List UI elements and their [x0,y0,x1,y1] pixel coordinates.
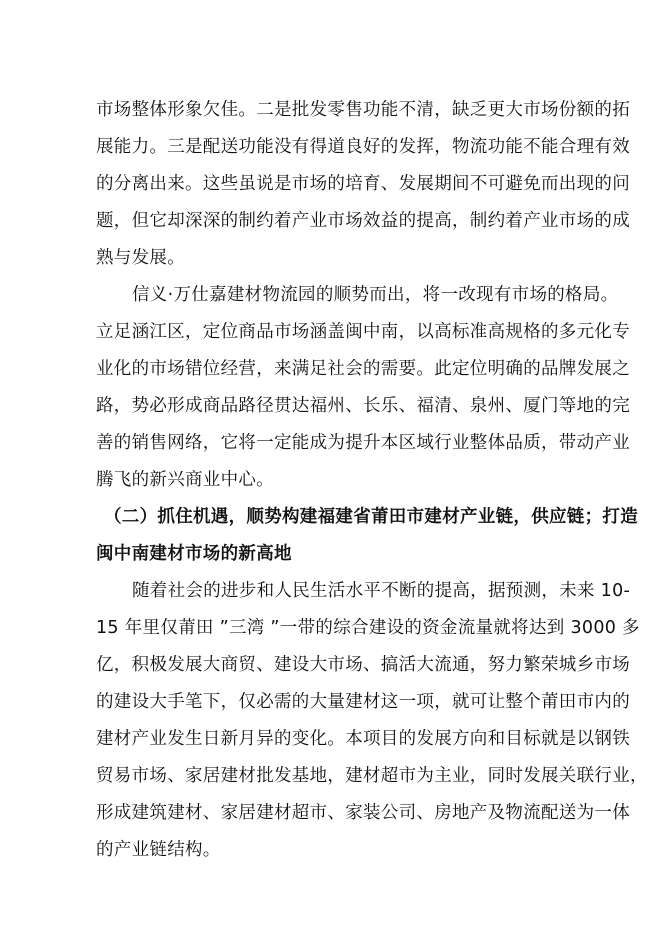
paragraph-1-line-5: 熟与发展。 [96,248,185,268]
paragraph-2-line-4: 路，势必形成商品路径贯达福州、长乐、福清、泉州、厦门等地的完 [96,396,630,416]
paragraph-1-line-3: 的分离出来。这些虽说是市场的培育、发展期间不可避免而出现的问 [96,174,630,194]
paragraph-1-line-1: 市场整体形象欠佳。二是批发零售功能不清，缺乏更大市场份额的拓 [96,100,630,120]
paragraph-3-line-7: 形成建筑建材、家居建材超市、家装公司、房地产及物流配送为一体 [96,803,630,823]
paragraph-2-line-5: 善的销售网络，它将一定能成为提升本区域行业整体品质，带动产业 [96,433,630,453]
section-heading-line-1: （二）抓住机遇，顺势构建福建省莆田市建材产业链，供应链；打造 [104,507,638,527]
paragraph-3-line-1: 随着社会的进步和人民生活水平不断的提高，据预测，未来 10- [132,581,631,601]
paragraph-1-line-2: 展能力。三是配送功能没有得道良好的发挥，物流功能不能合理有效 [96,137,630,157]
paragraph-2-line-1: 信义·万仕嘉建材物流园的顺势而出，将一改现有市场的格局。 [132,285,619,305]
paragraph-3-line-4: 的建设大手笔下，仅必需的大量建材这一项，就可让整个莆田市内的 [96,692,630,712]
paragraph-2-line-2: 立足涵江区，定位商品市场涵盖闽中南，以高标准高规格的多元化专 [96,322,630,342]
paragraph-3-line-2: 15 年里仅莆田 ”三湾 ”一带的综合建设的资金流量就将达到 3000 多 [96,618,640,638]
paragraph-3-line-6: 贸易市场、家居建材批发基地，建材超市为主业，同时发展关联行业， [96,766,648,786]
paragraph-2-line-3: 业化的市场错位经营，来满足社会的需要。此定位明确的品牌发展之 [96,359,630,379]
paragraph-3-line-8: 的产业链结构。 [96,840,221,860]
paragraph-3-line-3: 亿，积极发展大商贸、建设大市场、搞活大流通，努力繁荣城乡市场 [96,655,630,675]
paragraph-1-line-4: 题，但它却深深的制约着产业市场效益的提高，制约着产业市场的成 [96,211,630,231]
paragraph-2-line-6: 腾飞的新兴商业中心。 [96,470,274,490]
paragraph-3-line-5: 建材产业发生日新月异的变化。本项目的发展方向和目标就是以钢铁 [96,729,630,749]
section-heading-line-2: 闽中南建材市场的新高地 [96,544,292,564]
